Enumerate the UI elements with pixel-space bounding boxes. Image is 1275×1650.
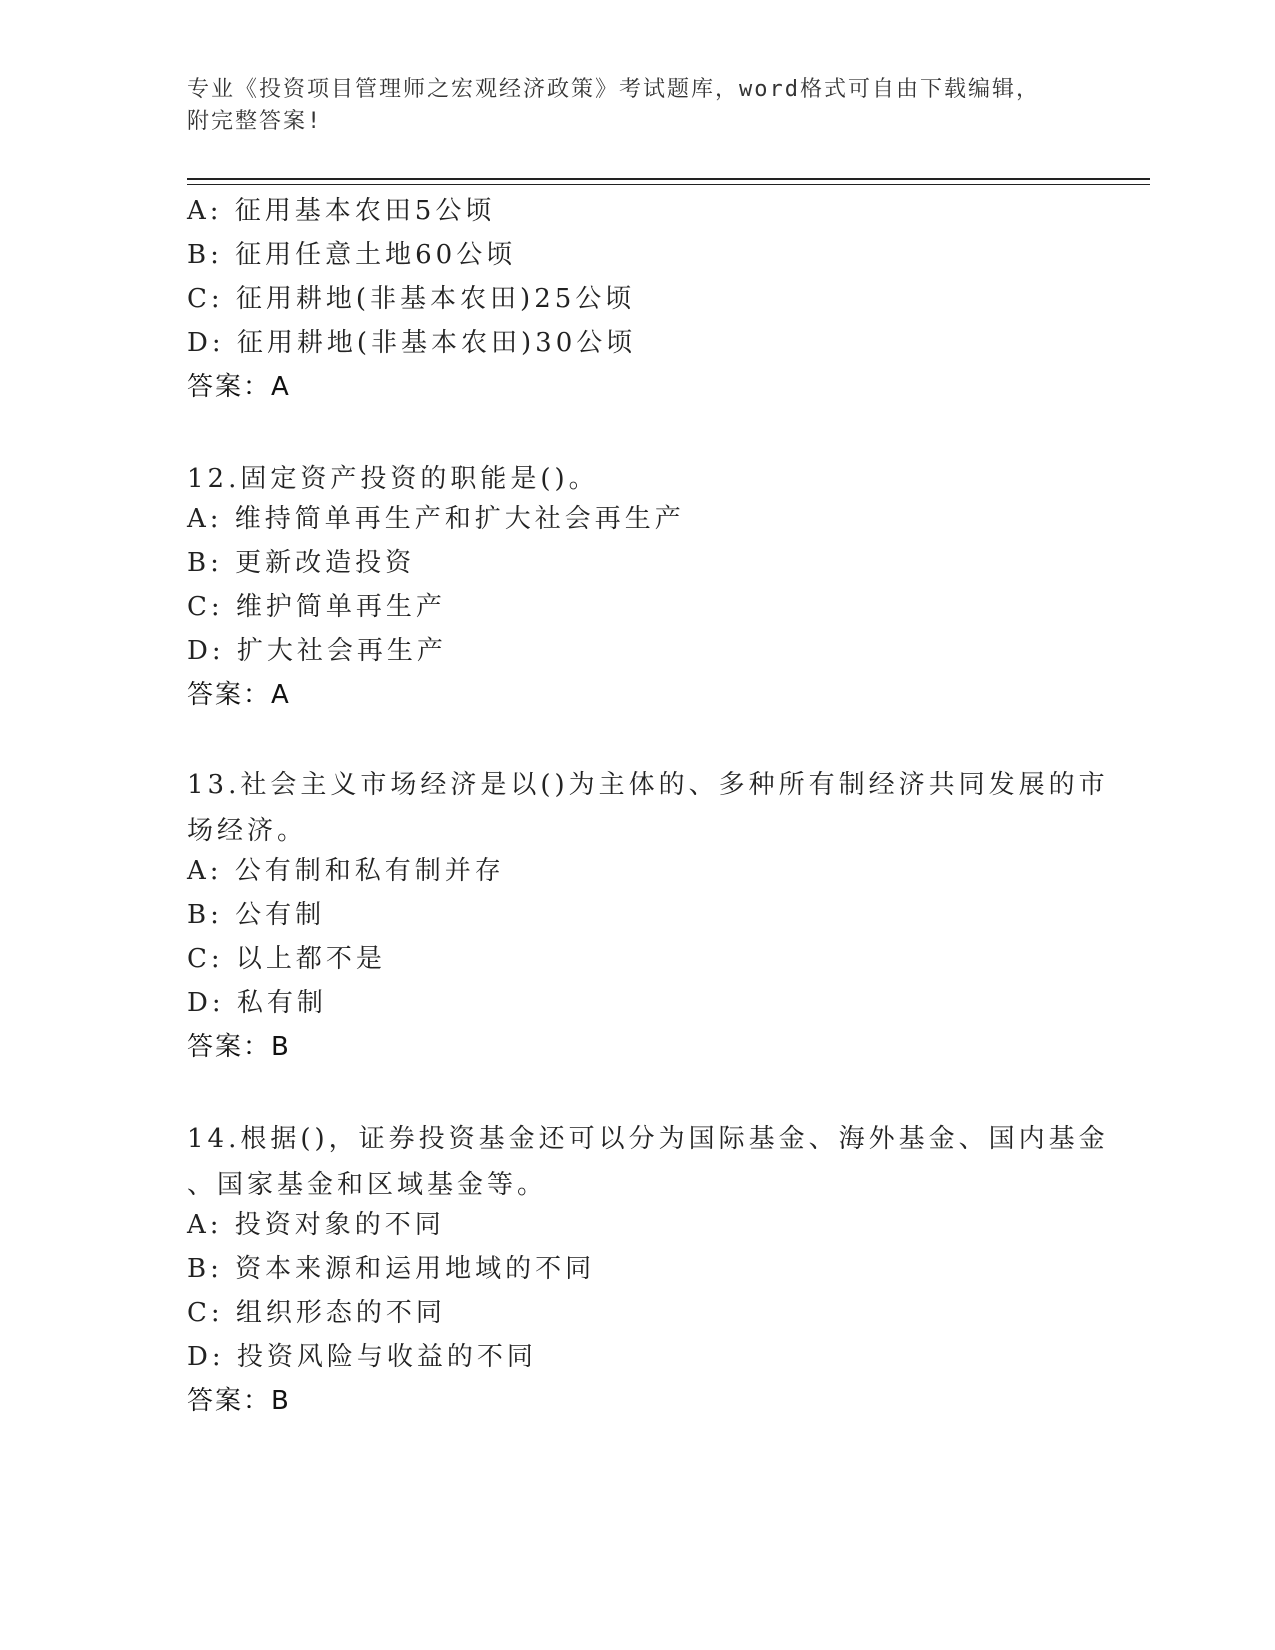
- q13-option-a: A: 公有制和私有制并存: [187, 856, 505, 886]
- q13-answer: 答案：B: [187, 1032, 291, 1062]
- q14-stem-line-2: 、国家基金和区域基金等。: [187, 1170, 548, 1200]
- q13-option-c: C: 以上都不是: [187, 944, 386, 974]
- q14-stem-line-1: 14.根据()，证券投资基金还可以分为国际基金、海外基金、国内基金: [187, 1124, 1109, 1154]
- q11-option-b: B: 征用任意土地60公顷: [187, 240, 517, 270]
- q13-stem-line-2: 场经济。: [187, 816, 308, 846]
- q14-answer: 答案：B: [187, 1386, 291, 1416]
- header-line-2: 附完整答案!: [187, 109, 323, 134]
- q14-stem: [187, 1116, 1109, 1208]
- q12-answer: 答案：A: [187, 680, 291, 710]
- q13-option-b: B: 公有制: [187, 900, 326, 930]
- q11-option-d: D: 征用耕地(非基本农田)30公顷: [187, 328, 637, 358]
- q12-stem: [187, 456, 599, 502]
- q14-option-d: D: 投资风险与收益的不同: [187, 1342, 537, 1372]
- q12-stem-line-1: 12.固定资产投资的职能是()。: [187, 464, 599, 494]
- q13-option-d: D: 私有制: [187, 988, 327, 1018]
- document-header: [187, 74, 1087, 138]
- q12-option-a: A: 维持简单再生产和扩大社会再生产: [187, 504, 685, 534]
- q13-stem-line-1: 13.社会主义市场经济是以()为主体的、多种所有制经济共同发展的市: [187, 770, 1109, 800]
- q14-option-a: A: 投资对象的不同: [187, 1210, 445, 1240]
- q11-answer: 答案：A: [187, 372, 291, 402]
- header-divider-thin: [187, 184, 1150, 185]
- q12-option-b: B: 更新改造投资: [187, 548, 416, 578]
- q14-option-b: B: 资本来源和运用地域的不同: [187, 1254, 596, 1284]
- q13-stem: [187, 762, 1109, 854]
- q12-option-c: C: 维护简单再生产: [187, 592, 446, 622]
- q11-option-c: C: 征用耕地(非基本农田)25公顷: [187, 284, 636, 314]
- q12-option-d: D: 扩大社会再生产: [187, 636, 447, 666]
- header-line-1: 专业《投资项目管理师之宏观经济政策》考试题库，word格式可自由下载编辑，: [187, 77, 1040, 102]
- header-divider: [187, 178, 1150, 180]
- q11-option-a: A: 征用基本农田5公顷: [187, 196, 496, 226]
- q14-option-c: C: 组织形态的不同: [187, 1298, 446, 1328]
